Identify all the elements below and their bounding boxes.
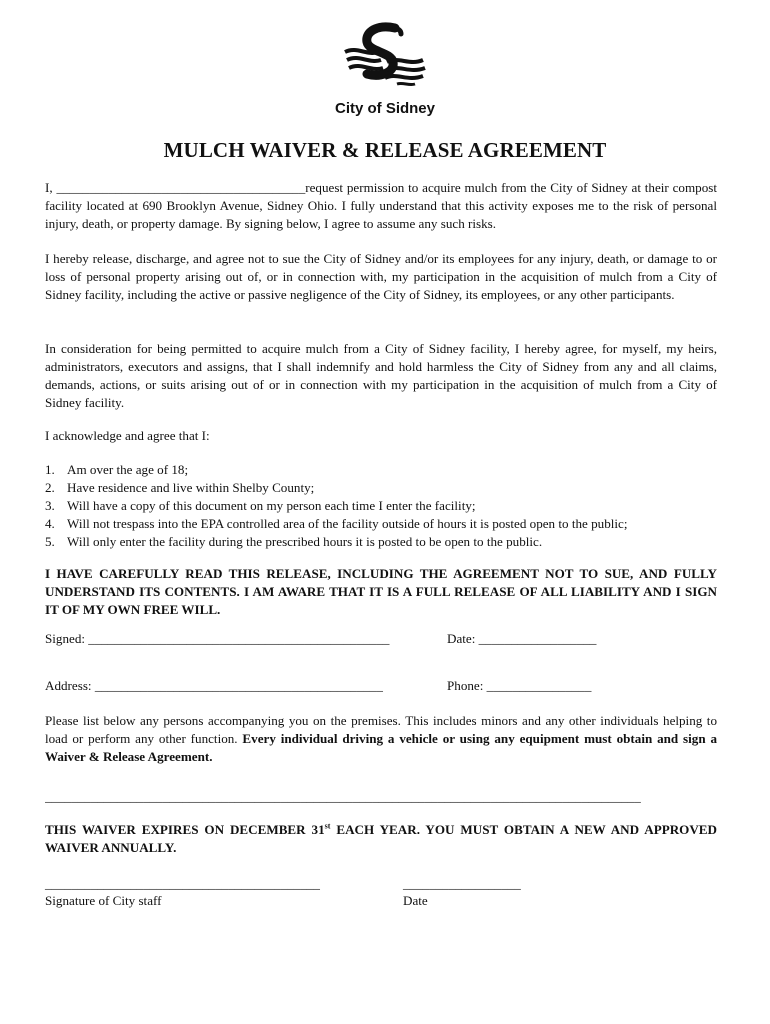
list-item-text: Will not trespass into the EPA controlled area of the facility outside of hours it is posted open to the public; xyxy=(67,516,628,531)
expiry-text-end: EACH YEAR. YOU MUST OBTAIN A NEW AND APPROVED WAIVER ANNUALLY. xyxy=(45,822,717,855)
list-item-text: Am over the age of 18; xyxy=(67,462,189,477)
accompanying-paragraph xyxy=(45,712,717,766)
accompanying-bold-text: Every individual driving a vehicle or using any equipment must obtain and sign a Waiver & Release Agreement. xyxy=(45,731,717,764)
phone-field[interactable]: Phone: ________________ xyxy=(447,678,592,693)
list-item xyxy=(45,497,725,515)
request-paragraph: I, ______________________________________request permission to acquire mulch from the City of Sidney at their compost facility located at 690 Brooklyn Avenue, Sidney Ohio. I fully understand that this activity exposes me to the risk of personal injury, death, or property damage. By signing below, I agree to assume any such risks. xyxy=(45,180,717,231)
document-title: MULCH WAIVER & RELEASE AGREEMENT xyxy=(163,138,607,162)
staff-signature-label: Signature of City staff xyxy=(45,893,162,908)
expiry-notice xyxy=(45,821,717,857)
city-of-sidney-s-emblem-icon xyxy=(337,22,433,94)
city-logo xyxy=(325,22,445,120)
list-item-number: 5. xyxy=(45,534,55,549)
list-item xyxy=(45,515,725,533)
list-item-number: 3. xyxy=(45,498,55,513)
staff-date-label: Date xyxy=(403,893,428,908)
signed-field[interactable]: Signed: ______________________________________________ xyxy=(45,631,390,646)
list-item-text: Have residence and live within Shelby County; xyxy=(67,480,315,495)
staff-date-line[interactable]: __________________ xyxy=(403,876,521,891)
acknowledge-intro: I acknowledge and agree that I: xyxy=(45,428,210,443)
staff-signature-line[interactable]: __________________________________________ xyxy=(45,876,320,891)
conditions-list xyxy=(45,461,725,551)
indemnify-paragraph: In consideration for being permitted to acquire mulch from a City of Sidney facility, I hereby agree, for myself, my heirs, administrators, executors and assigns, that I shall indemnify and hold harmless the City of Sidney from any and all claims, demands, actions, or suits arising out of or in connection with my participation in the acquisition of mulch from a City of Sidney facility. xyxy=(45,341,717,410)
release-paragraph: I hereby release, discharge, and agree not to sue the City of Sidney and/or its employees for any injury, death, or damage to or loss of personal property arising out of, or in connection with, my participation in the acquisition of mulch from a City of Sidney facility, including the active or passive negligence of the City of Sidney, its employees, or any other participants. xyxy=(45,251,717,302)
list-item-number: 4. xyxy=(45,516,55,531)
date-field[interactable]: Date: __________________ xyxy=(447,631,597,646)
accompanying-persons-line[interactable]: ___________________________________________________________________________________________ xyxy=(45,789,641,804)
list-item xyxy=(45,461,725,479)
expiry-text-start: THIS WAIVER EXPIRES ON DECEMBER 31 xyxy=(45,822,325,837)
list-item-text: Will only enter the facility during the prescribed hours it is posted to be open to the public. xyxy=(67,534,543,549)
city-name: City of Sidney xyxy=(334,100,435,117)
list-item-text: Will have a copy of this document on my person each time I enter the facility; xyxy=(67,498,476,513)
expiry-superscript: st xyxy=(324,821,331,831)
list-item xyxy=(45,479,725,497)
release-statement: I HAVE CAREFULLY READ THIS RELEASE, INCLUDING THE AGREEMENT NOT TO SUE, AND FULLY UNDERSTAND ITS CONTENTS. I AM AWARE THAT IT IS A FULL RELEASE OF ALL LIABILITY AND I SIGN IT OF MY OWN FREE WILL. xyxy=(45,566,717,617)
list-item-number: 1. xyxy=(45,462,55,477)
address-field[interactable]: Address: ____________________________________________ xyxy=(45,678,383,693)
list-item xyxy=(45,533,725,551)
list-item-number: 2. xyxy=(45,480,55,495)
accompanying-text: Please list below any persons accompanying you on the premises. This includes minors and any other individuals helping to load or perform any other function. xyxy=(45,713,717,746)
